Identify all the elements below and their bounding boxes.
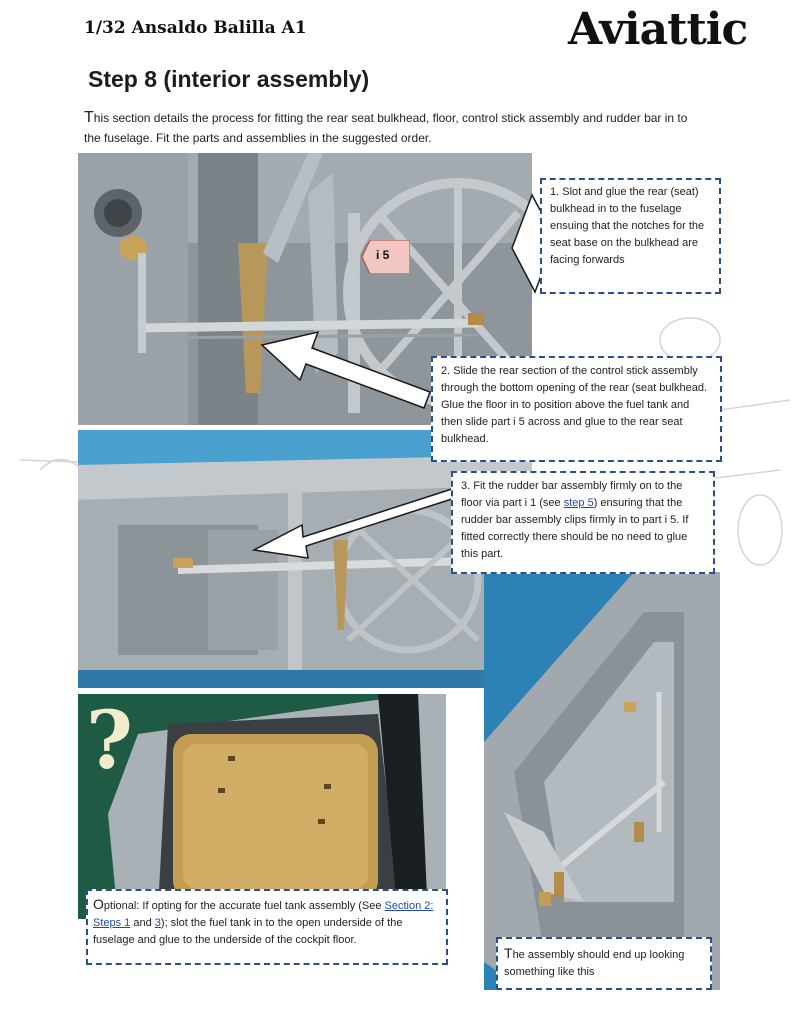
optional-drop-letter: O: [93, 896, 104, 912]
arrow-3-icon: [254, 488, 458, 558]
arrow-2-icon: [262, 332, 430, 408]
part-tag-label: i 5: [376, 248, 390, 262]
optional-text-lead: ptional: If opting for the accurate fuel tank assembly (See: [103, 900, 385, 912]
optional-text-tail: ); slot the fuel tank in to the open underside of the fuselage and glue to the underside of the cockpit floor.: [93, 917, 403, 946]
callout-step-3-text-a: 3. Fit the rudder bar assembly firmly on to the floor via part i 1 (see: [461, 480, 683, 509]
callout-step-3-text-b: ) ensuring that the rudder bar assembly clips firmly in to part i 5. If fitted correctly there should be no need to glue this part.: [461, 497, 689, 560]
question-mark-icon: ?: [86, 693, 133, 787]
model-title: 1/32 Ansaldo Balilla A1: [84, 18, 307, 38]
callout-step-2-text: 2. Slide the rear section of the control stick assembly through the bottom opening of the rear (seat bulkhead. Glue the floor in to position above the fuel tank and then slide part i 5 across and glue to the rear seat bulkhead.: [441, 365, 708, 445]
callout-step-2: [431, 356, 722, 462]
intro-drop-letter: T: [84, 109, 94, 126]
step-title: Step 8 (interior assembly): [88, 66, 370, 92]
callout-optional: [86, 889, 448, 965]
aviattic-logo: Aviattic: [568, 4, 748, 55]
intro-text: his section details the process for fitting the rear seat bulkhead, floor, control stick assembly and rudder bar in to the fuselage. Fit the parts and assemblies in the suggested order.: [84, 111, 688, 145]
step-3-link[interactable]: 3: [154, 917, 161, 929]
step-5-link[interactable]: step 5: [563, 497, 594, 509]
callout-step-1: [540, 178, 721, 294]
optional-text-and: and: [130, 917, 155, 929]
callout-step-1-text: 1. Slot and glue the rear (seat) bulkhead in to the fuselage ensuing that the notches for the seat base on the bulkhead are facing forwards: [550, 186, 705, 266]
result-drop-letter: T: [504, 945, 513, 961]
callout-step-3: [451, 471, 715, 574]
callout-result: [496, 937, 712, 990]
result-text: he assembly should end up looking something like this: [504, 949, 685, 978]
section-2-steps-1-link[interactable]: Section 2: Steps 1: [93, 900, 434, 929]
